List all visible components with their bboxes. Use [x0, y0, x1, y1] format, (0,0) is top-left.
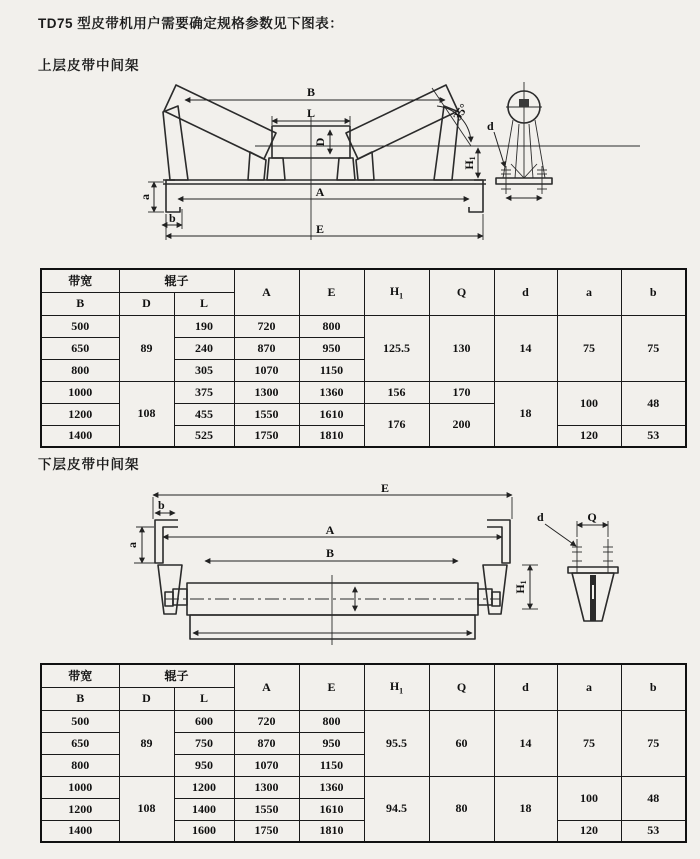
dim-label-angle-35: 35° — [450, 101, 471, 123]
table-cell: 108 — [119, 776, 174, 842]
table-cell: 89 — [119, 710, 174, 776]
table-cell: 1400 — [174, 798, 234, 820]
header-cell: D — [119, 687, 174, 710]
dim-label-b: b — [169, 211, 176, 225]
return-roller — [165, 575, 500, 645]
table-cell: 750 — [174, 732, 234, 754]
table-cell: 108 — [119, 381, 174, 447]
header-cell: b — [621, 269, 686, 315]
table-cell: 1610 — [299, 798, 364, 820]
table-cell: 1070 — [234, 754, 299, 776]
table-cell: 1400 — [41, 425, 119, 447]
table-cell: 200 — [429, 403, 494, 447]
table-cell: 100 — [557, 381, 621, 425]
table-row — [41, 776, 686, 798]
table-cell: 720 — [234, 710, 299, 732]
header-cell: Q — [429, 664, 494, 710]
table-cell: 89 — [119, 315, 174, 381]
table-cell: 120 — [557, 425, 621, 447]
table-cell: 14 — [494, 315, 557, 381]
table-cell: 240 — [174, 337, 234, 359]
dim-label-d: d — [537, 510, 544, 524]
table-cell: 1750 — [234, 425, 299, 447]
table-cell: 60 — [429, 710, 494, 776]
upper-dimensions — [138, 85, 483, 240]
header-cell: $H_1$ — [364, 269, 429, 315]
table-cell: 125.5 — [364, 315, 429, 381]
upper-frame-spec-table — [40, 268, 687, 448]
table-cell: 870 — [234, 337, 299, 359]
roller-shaft-detail — [519, 99, 529, 107]
table-cell: 1550 — [234, 403, 299, 425]
table-cell: 305 — [174, 359, 234, 381]
table-cell: 600 — [174, 710, 234, 732]
table-cell: 800 — [299, 315, 364, 337]
table-cell: 525 — [174, 425, 234, 447]
table-cell: 130 — [429, 315, 494, 381]
table-cell: 1360 — [299, 776, 364, 798]
page-title: TD75 型皮带机用户需要确定规格参数见下图表： — [38, 16, 344, 31]
table-cell: 75 — [621, 315, 686, 381]
table-cell: 1150 — [299, 359, 364, 381]
table-cell: 80 — [429, 776, 494, 842]
lower-frame-diagram — [30, 483, 680, 658]
header-cell: $H_1$ — [364, 664, 429, 710]
table-header-row — [41, 664, 686, 687]
table-cell: 1810 — [299, 820, 364, 842]
table-cell: 500 — [41, 710, 119, 732]
dim-label-A: A — [325, 523, 335, 537]
lower-frame-spec-table — [40, 663, 687, 843]
table-cell: 1000 — [41, 381, 119, 403]
trough-rollers — [164, 85, 640, 240]
header-cell: A — [234, 664, 299, 710]
header-cell: d — [494, 269, 557, 315]
header-cell: L — [174, 292, 234, 315]
table-cell: 500 — [41, 315, 119, 337]
table-cell: 1610 — [299, 403, 364, 425]
table-cell: 170 — [429, 381, 494, 403]
section-heading-upper-frame: 上层皮带中间架 — [38, 58, 140, 73]
table-cell: 95.5 — [364, 710, 429, 776]
dim-label-B: B — [325, 546, 335, 560]
table-row — [41, 710, 686, 732]
table-cell: 950 — [174, 754, 234, 776]
dim-label-d: d — [487, 119, 494, 133]
header-cell: 带宽 — [41, 664, 119, 687]
table-cell: 650 — [41, 337, 119, 359]
table-cell: 53 — [621, 425, 686, 447]
table-cell: 75 — [621, 710, 686, 776]
dim-label-H1: H1 — [513, 580, 528, 594]
table-cell: 1550 — [234, 798, 299, 820]
table-cell: 1750 — [234, 820, 299, 842]
table-cell: 950 — [299, 732, 364, 754]
dim-label-D: D — [313, 137, 327, 147]
header-cell: B — [41, 687, 119, 710]
table-cell: 48 — [621, 776, 686, 820]
table-cell: 800 — [299, 710, 364, 732]
header-cell: E — [299, 269, 364, 315]
table-cell: 1070 — [234, 359, 299, 381]
table-cell: 1400 — [41, 820, 119, 842]
table-cell: 14 — [494, 710, 557, 776]
table-cell: 94.5 — [364, 776, 429, 842]
header-cell: 辊子 — [119, 269, 234, 292]
header-cell: a — [557, 664, 621, 710]
table-cell: 1300 — [234, 776, 299, 798]
table-row — [41, 315, 686, 337]
table-cell: 800 — [41, 359, 119, 381]
header-cell: a — [557, 269, 621, 315]
table-cell: 455 — [174, 403, 234, 425]
dim-label-A: A — [315, 185, 325, 199]
dim-label-a: a — [138, 194, 152, 200]
table-cell: 870 — [234, 732, 299, 754]
table-cell: 1600 — [174, 820, 234, 842]
table-cell: 1300 — [234, 381, 299, 403]
header-cell: A — [234, 269, 299, 315]
table-cell: 1200 — [41, 403, 119, 425]
table-cell: 18 — [494, 381, 557, 447]
table-cell: 100 — [557, 776, 621, 820]
header-cell: 辊子 — [119, 664, 234, 687]
table-cell: 800 — [41, 754, 119, 776]
header-cell: d — [494, 664, 557, 710]
table-cell: 48 — [621, 381, 686, 425]
dim-label-H1: H1 — [462, 156, 477, 170]
header-cell: 带宽 — [41, 269, 119, 292]
table-cell: 1200 — [174, 776, 234, 798]
table-row — [41, 381, 686, 403]
table-cell: 18 — [494, 776, 557, 842]
dim-label-E: E — [315, 222, 325, 236]
header-cell: D — [119, 292, 174, 315]
table-cell: 120 — [557, 820, 621, 842]
dim-label-E: E — [380, 483, 390, 495]
dim-label-a: a — [125, 542, 139, 548]
table-cell: 156 — [364, 381, 429, 403]
idler-frame-front-view — [163, 106, 486, 212]
table-header-row — [41, 269, 686, 292]
header-cell: E — [299, 664, 364, 710]
table-cell: 1200 — [41, 798, 119, 820]
table-cell: 720 — [234, 315, 299, 337]
table-cell: 650 — [41, 732, 119, 754]
upper-frame-diagram — [30, 70, 680, 264]
dim-label-B: B — [306, 85, 316, 99]
table-cell: 950 — [299, 337, 364, 359]
dim-label-b: b — [158, 498, 165, 512]
table-cell: 176 — [364, 403, 429, 447]
table-cell: 53 — [621, 820, 686, 842]
upper-end-view — [487, 82, 552, 198]
table-cell: 1360 — [299, 381, 364, 403]
table-cell: 1810 — [299, 425, 364, 447]
dim-label-Q: Q — [587, 510, 597, 524]
section-heading-lower-frame: 下层皮带中间架 — [38, 457, 140, 472]
table-cell: 75 — [557, 710, 621, 776]
table-cell: 75 — [557, 315, 621, 381]
header-cell: Q — [429, 269, 494, 315]
table-cell: 1150 — [299, 754, 364, 776]
table-cell: 1000 — [41, 776, 119, 798]
header-cell: B — [41, 292, 119, 315]
dim-label-L: L — [306, 106, 316, 120]
table-cell: 190 — [174, 315, 234, 337]
header-cell: L — [174, 687, 234, 710]
header-cell: b — [621, 664, 686, 710]
table-cell: 375 — [174, 381, 234, 403]
lower-end-view — [537, 510, 618, 621]
